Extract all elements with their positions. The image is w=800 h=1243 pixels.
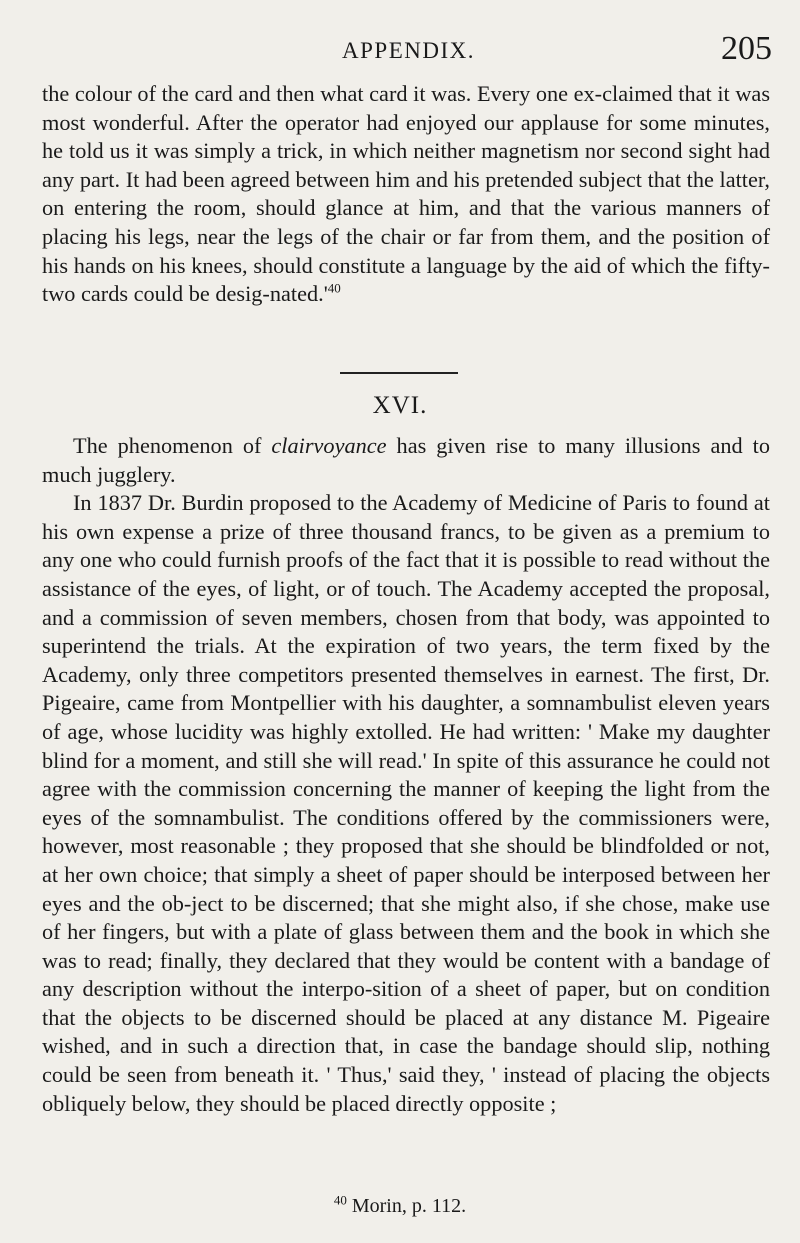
- paragraph-clairvoyance: [42, 432, 770, 489]
- paragraph-text-end: has given rise to many illusions and to much jugglery.: [42, 433, 770, 487]
- paragraph-text-start: The phenomenon of: [73, 433, 272, 458]
- footnote: [0, 1192, 800, 1218]
- paragraph-text: the colour of the card and then what card it was. Every one ex-claimed that it was most wonderful. After the operator had enjoyed our applause for some minutes, he told us it was simply a trick, in which neither magnetism nor second sight had any part. It had been agreed between him and his pretended subject that the latter, on entering the room, should glance at him, and that the various manners of placing his legs, near the legs of the chair or far from them, and the position of his hands on his knees, should constitute a language by the aid of which the fifty-two cards could be desig-nated.': [42, 81, 770, 307]
- footnote-reference: 40: [327, 280, 341, 296]
- section-body: [42, 432, 770, 1118]
- page-header: [42, 30, 772, 76]
- section-heading: XVI.: [372, 392, 428, 419]
- paragraph-continuation: [42, 80, 770, 309]
- section-divider: [340, 372, 458, 374]
- paragraph-burdin-prize: In 1837 Dr. Burdin proposed to the Academy of Medicine of Paris to found at his own expense a prize of three thousand francs, to be given as a premium to any one who could furnish proofs of the fact that it is possible to read without the assistance of the eyes, of light, or of touch. The Academy accepted the proposal, and a commission of seven members, chosen from that body, was appointed to superintend the trials. At the expiration of two years, the term fixed by the Academy, only three competitors presented themselves in earnest. The first, Dr. Pigeaire, came from Montpellier with his daughter, a somnambulist eleven years of age, whose lucidity was highly extolled. He had written: ' Make my daughter blind for a moment, and still she will read.' In spite of this assurance he could not agree with the commission concerning the manner of keeping the light from the eyes of the somnambulist. The conditions offered by the commissioners were, however, most reasonable ; they proposed that she should be blindfolded or not, at her own choice; that simply a sheet of paper should be interposed between her eyes and the ob-ject to be discerned; that she might also, if she chose, make use of her fingers, but with a plate of glass between them and the book in which she was to read; finally, they declared that they would be content with a bandage of any description without the interpo-sition of a sheet of paper, but on condition that the objects to be discerned should be placed at any distance M. Pigeaire wished, and in such a direction that, in case the bandage should slip, nothing could be seen from beneath it. ' Thus,' said they, ' instead of placing the objects obliquely below, they should be placed directly opposite ;: [42, 490, 770, 1116]
- footnote-number: 40: [333, 1192, 347, 1208]
- italic-term: clairvoyance: [271, 433, 387, 458]
- running-head: APPENDIX.: [342, 38, 475, 63]
- footnote-text: Morin, p. 112.: [346, 1195, 467, 1217]
- page-number: 205: [721, 30, 772, 67]
